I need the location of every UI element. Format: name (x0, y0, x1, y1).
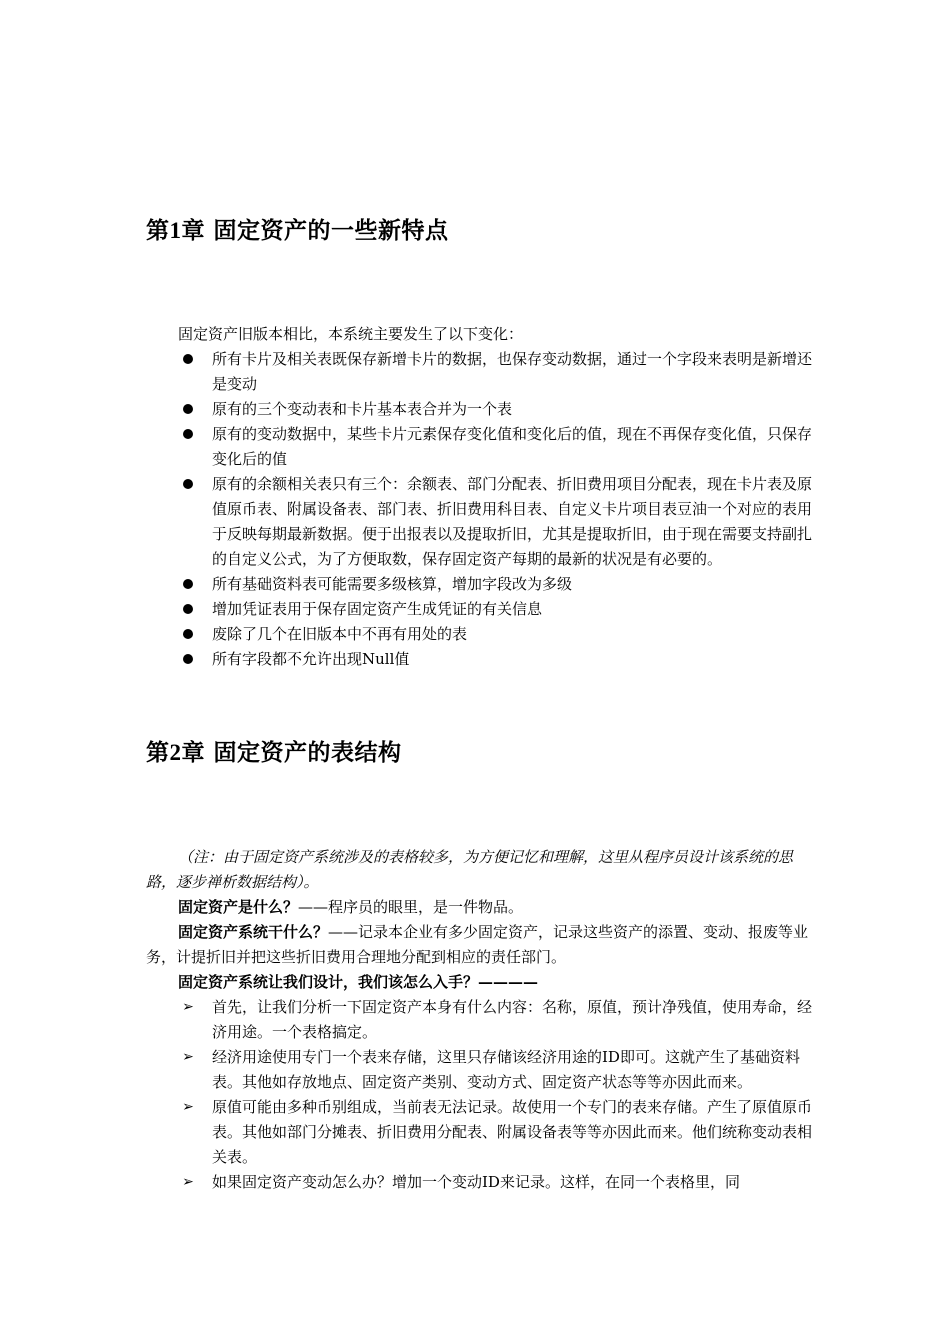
list-item (178, 347, 818, 397)
bullet-text: 所有字段都不允许出现Null值 (212, 650, 410, 668)
list-item (178, 995, 818, 1045)
bullet-dot-icon (183, 429, 193, 439)
question-2-paragraph (146, 920, 818, 970)
list-item (178, 397, 818, 422)
question-3: 固定资产系统让我们设计，我们该怎么入手？———— (178, 973, 539, 991)
chapter-1-intro: 固定资产旧版本相比，本系统主要发生了以下变化： (178, 325, 524, 343)
answer-1: ——程序员的眼里，是一件物品。 (298, 898, 524, 916)
chapter-1-number: 1 (169, 218, 182, 243)
arrow-bullet-icon: ➢ (182, 1099, 194, 1115)
step-text: 首先，让我们分析一下固定资产本身有什么内容：名称，原值，预计净残值，使用寿命，经济用途。一个表格搞定。 (212, 998, 813, 1041)
bullet-text: 原有的余额相关表只有三个：余额表、部门分配表、折旧费用项目分配表，现在卡片表及原值原币表、附属设备表、部门表、折旧费用科目表、自定义卡片项目表豆油一个对应的表用于反映每期最新数据。便于出报表以及提取折旧，尤其是提取折旧，由于现在需要支持副扎的自定义公式，为了方便取数，保存固定资产每期的最新的状况是有必要的。 (212, 475, 813, 568)
question-1: 固定资产是什么？ (178, 898, 299, 916)
question-1-paragraph (146, 895, 818, 920)
arrow-bullet-icon: ➢ (182, 1049, 194, 1065)
chapter-1-prefix: 第 (146, 217, 170, 244)
bullet-dot-icon (183, 629, 193, 639)
bullet-dot-icon (183, 479, 193, 489)
bullet-dot-icon (183, 604, 193, 614)
list-item (178, 622, 818, 647)
step-text: 原值可能由多种币别组成，当前表无法记录。故使用一个专门的表来存储。产生了原值原币表。其他如部门分摊表、折旧费用分配表、附属设备表等等亦因此而来。他们统称变动表相关表。 (212, 1098, 813, 1166)
list-item (178, 597, 818, 622)
list-item (178, 572, 818, 597)
chapter-2-title (146, 734, 402, 767)
bullet-text: 增加凭证表用于保存固定资产生成凭证的有关信息 (212, 600, 543, 618)
list-item (178, 472, 818, 572)
bullet-dot-icon (183, 654, 193, 664)
arrow-bullet-icon: ➢ (182, 999, 194, 1015)
bullet-text: 原有的变动数据中，某些卡片元素保存变化值和变化后的值，现在不再保存变化值，只保存变化后的值 (212, 425, 813, 468)
list-item (178, 647, 818, 672)
list-item (178, 1045, 818, 1095)
chapter-1-title (146, 212, 449, 245)
bullet-text: 所有卡片及相关表既保存新增卡片的数据，也保存变动数据，通过一个字段来表明是新增还是变动 (212, 350, 813, 393)
answer-2: ——记录本企业有多少固定资产，记录这些资产的添置、变动、报废等业务，计提折旧并把这些折旧费用合理地分配到相应的责任部门。 (146, 923, 809, 966)
step-text: 经济用途使用专门一个表来存储，这里只存储该经济用途的ID即可。这就产生了基础资料表。其他如存放地点、固定资产类别、变动方式、固定资产状态等等亦因此而来。 (212, 1048, 800, 1091)
bullet-dot-icon (183, 354, 193, 364)
list-item (178, 1095, 818, 1170)
bullet-text: 原有的三个变动表和卡片基本表合并为一个表 (212, 400, 513, 418)
list-item (178, 422, 818, 472)
bullet-dot-icon (183, 404, 193, 414)
chapter-2-title-text: 章 固定资产的表结构 (181, 739, 402, 766)
chapter-2-number: 2 (169, 740, 182, 765)
step-text: 如果固定资产变动怎么办？增加一个变动ID来记录。这样，在同一个表格里，同 (212, 1173, 740, 1191)
chapter-2-note: （注：由于固定资产系统涉及的表格较多，为方便记忆和理解，这里从程序员设计该系统的思路，逐步禅析数据结构）。 (146, 848, 794, 891)
arrow-bullet-icon: ➢ (182, 1174, 194, 1190)
list-item (178, 1170, 818, 1195)
question-2: 固定资产系统干什么？ (178, 923, 329, 941)
bullet-text: 废除了几个在旧版本中不再有用处的表 (212, 625, 468, 643)
chapter-2-prefix: 第 (146, 739, 170, 766)
chapter-1-title-text: 章 固定资产的一些新特点 (181, 217, 449, 244)
bullet-text: 所有基础资料表可能需要多级核算，增加字段改为多级 (212, 575, 573, 593)
chapter-1-bullet-list (178, 347, 818, 672)
bullet-dot-icon (183, 579, 193, 589)
chapter-2-step-list (178, 995, 818, 1195)
